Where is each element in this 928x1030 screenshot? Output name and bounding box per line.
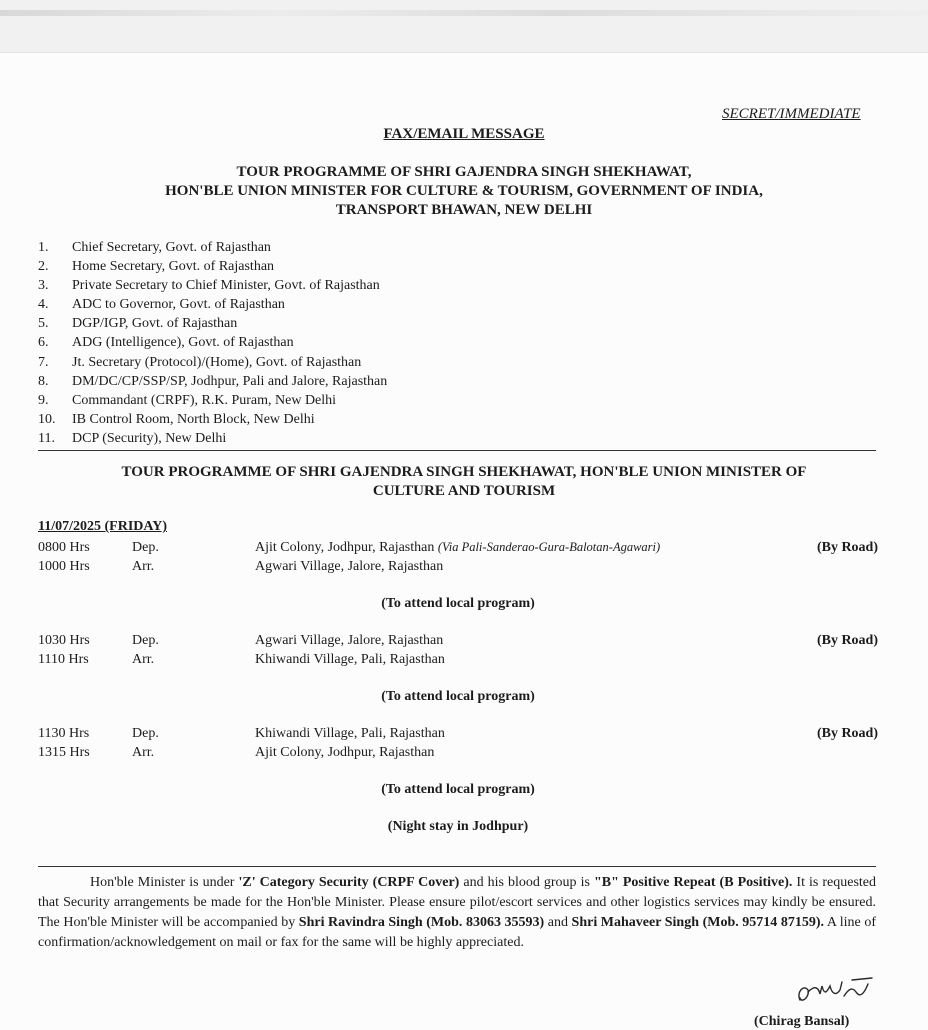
note-text: It is requested that Security arrangements be made for the Hon'ble Minister. Please ensure pilot/escort services and other logistics services may kindly be ensured. The Hon'ble Minister will be accompanied by bbox=[38, 875, 877, 930]
place-text: Agwari Village, Jalore, Rajasthan bbox=[255, 633, 444, 648]
message-type-title: FAX/EMAIL MESSAGE bbox=[383, 126, 545, 142]
recipient-number: 3. bbox=[38, 278, 49, 294]
recipient-item bbox=[38, 257, 387, 276]
note-bold: Shri Ravindra Singh (Mob. 83063 35593) bbox=[298, 915, 545, 930]
divider-line bbox=[38, 450, 876, 451]
note-bold: "B" Positive Repeat (B Positive). bbox=[593, 875, 793, 890]
schedule-place bbox=[255, 650, 798, 669]
route-text: (Via Pali-Sanderao-Gura-Balotan-Agawari) bbox=[437, 540, 661, 554]
place-text: Khiwandi Village, Pali, Rajasthan bbox=[255, 652, 445, 667]
note-bold: Shri Mahaveer Singh (Mob. 95714 87159). bbox=[571, 915, 825, 930]
document-heading bbox=[0, 163, 928, 220]
recipient-number: 11. bbox=[38, 430, 55, 446]
programme-title-line: TOUR PROGRAMME OF SHRI GAJENDRA SINGH SHEKHAWAT, HON'BLE UNION MINISTER OF bbox=[121, 464, 807, 480]
divider-line bbox=[38, 866, 876, 867]
recipient-text: DGP/IGP, Govt. of Rajasthan bbox=[72, 316, 238, 332]
schedule-action: Dep. bbox=[132, 633, 159, 648]
recipient-number: 2. bbox=[38, 259, 49, 275]
place-text: Ajit Colony, Jodhpur, Rajasthan bbox=[255, 540, 435, 555]
recipient-item bbox=[38, 276, 387, 295]
recipient-text: ADC to Governor, Govt. of Rajasthan bbox=[72, 297, 285, 313]
programme-title bbox=[0, 463, 928, 501]
note-bold: 'Z' Category Security (CRPF Cover) bbox=[238, 875, 460, 890]
schedule-row bbox=[38, 538, 878, 557]
recipient-number: 9. bbox=[38, 392, 49, 408]
classification-label: SECRET/IMMEDIATE bbox=[722, 106, 861, 122]
schedule-row bbox=[38, 650, 878, 669]
travel-mode: (By Road) bbox=[816, 726, 878, 741]
scan-top-band bbox=[0, 0, 928, 53]
programme-title-line: CULTURE AND TOURISM bbox=[372, 483, 556, 499]
schedule-time: 1030 Hrs bbox=[38, 633, 90, 648]
recipient-text: IB Control Room, North Block, New Delhi bbox=[72, 411, 315, 427]
recipient-text: DM/DC/CP/SSP/SP, Jodhpur, Pali and Jalore, Rajasthan bbox=[72, 373, 388, 389]
recipient-number: 1. bbox=[38, 240, 49, 255]
schedule-note: (Night stay in Jodhpur) bbox=[387, 819, 529, 834]
recipient-item bbox=[38, 372, 387, 391]
heading-line: TOUR PROGRAMME OF SHRI GAJENDRA SINGH SHEKHAWAT, bbox=[236, 164, 692, 180]
place-text: Ajit Colony, Jodhpur, Rajasthan bbox=[255, 745, 435, 760]
place-text: Khiwandi Village, Pali, Rajasthan bbox=[255, 726, 445, 741]
schedule-time: 1000 Hrs bbox=[38, 559, 90, 574]
schedule-block bbox=[38, 724, 878, 854]
schedule-note: (To attend local program) bbox=[381, 596, 535, 611]
recipient-list bbox=[38, 238, 387, 448]
schedule-row bbox=[38, 557, 878, 576]
schedule-time: 1130 Hrs bbox=[38, 726, 90, 741]
schedule-row bbox=[38, 724, 878, 743]
recipient-number: 4. bbox=[38, 297, 49, 313]
schedule-action: Arr. bbox=[132, 559, 155, 574]
schedule-note: (To attend local program) bbox=[381, 782, 535, 797]
recipient-text: Home Secretary, Govt. of Rajasthan bbox=[72, 259, 275, 275]
recipient-text: DCP (Security), New Delhi bbox=[72, 430, 227, 446]
recipient-item bbox=[38, 353, 387, 372]
schedule bbox=[38, 538, 878, 854]
note-text: and bbox=[544, 915, 572, 930]
schedule-block bbox=[38, 631, 878, 724]
recipient-text: Commandant (CRPF), R.K. Puram, New Delhi bbox=[72, 392, 337, 408]
heading-line: TRANSPORT BHAWAN, NEW DELHI bbox=[335, 202, 593, 218]
programme-date: 11/07/2025 (FRIDAY) bbox=[38, 519, 167, 534]
travel-mode bbox=[798, 743, 878, 762]
schedule-note: (To attend local program) bbox=[381, 689, 535, 704]
travel-mode bbox=[798, 650, 878, 669]
schedule-action: Dep. bbox=[132, 540, 159, 555]
recipient-text: Chief Secretary, Govt. of Rajasthan bbox=[72, 240, 271, 255]
schedule-row bbox=[38, 631, 878, 650]
schedule-time: 1110 Hrs bbox=[38, 652, 89, 667]
recipient-text: Private Secretary to Chief Minister, Govt. of Rajasthan bbox=[72, 278, 380, 294]
recipient-item bbox=[38, 314, 387, 333]
schedule-place bbox=[255, 631, 798, 650]
schedule-action: Arr. bbox=[132, 745, 155, 760]
recipient-number: 6. bbox=[38, 335, 49, 351]
recipient-item bbox=[38, 410, 387, 429]
heading-line: HON'BLE UNION MINISTER FOR CULTURE & TOURISM, GOVERNMENT OF INDIA, bbox=[165, 183, 763, 199]
recipient-item bbox=[38, 429, 387, 448]
recipient-item bbox=[38, 238, 387, 257]
travel-mode bbox=[798, 557, 878, 576]
schedule-action: Dep. bbox=[132, 726, 159, 741]
security-note bbox=[38, 873, 876, 953]
travel-mode: (By Road) bbox=[816, 633, 878, 648]
recipient-item bbox=[38, 391, 387, 410]
recipient-number: 5. bbox=[38, 316, 49, 332]
recipient-number: 7. bbox=[38, 354, 49, 370]
schedule-place bbox=[255, 557, 798, 576]
schedule-place bbox=[255, 538, 798, 557]
recipient-text: ADG (Intelligence), Govt. of Rajasthan bbox=[72, 335, 294, 351]
place-text: Agwari Village, Jalore, Rajasthan bbox=[255, 559, 444, 574]
note-text: and his blood group is bbox=[459, 875, 594, 890]
schedule-time: 1315 Hrs bbox=[38, 745, 90, 760]
signatory-name: (Chirag Bansal) bbox=[754, 1014, 850, 1029]
schedule-block bbox=[38, 538, 878, 631]
schedule-time: 0800 Hrs bbox=[38, 540, 90, 555]
recipient-item bbox=[38, 333, 387, 352]
schedule-place bbox=[255, 724, 798, 743]
recipient-number: 8. bbox=[38, 373, 49, 389]
schedule-action: Arr. bbox=[132, 652, 155, 667]
recipient-text: Jt. Secretary (Protocol)/(Home), Govt. of Rajasthan bbox=[72, 354, 362, 370]
handwritten-signature bbox=[790, 972, 880, 1017]
recipient-item bbox=[38, 295, 387, 314]
recipient-number: 10. bbox=[38, 411, 56, 427]
travel-mode: (By Road) bbox=[816, 540, 878, 555]
note-text: A line of confirmation/acknowledgement on mail or fax for the same will be highly appreciated. bbox=[38, 915, 876, 950]
schedule-place bbox=[255, 743, 798, 762]
schedule-row bbox=[38, 743, 878, 762]
note-text: Hon'ble Minister is under bbox=[90, 875, 239, 890]
